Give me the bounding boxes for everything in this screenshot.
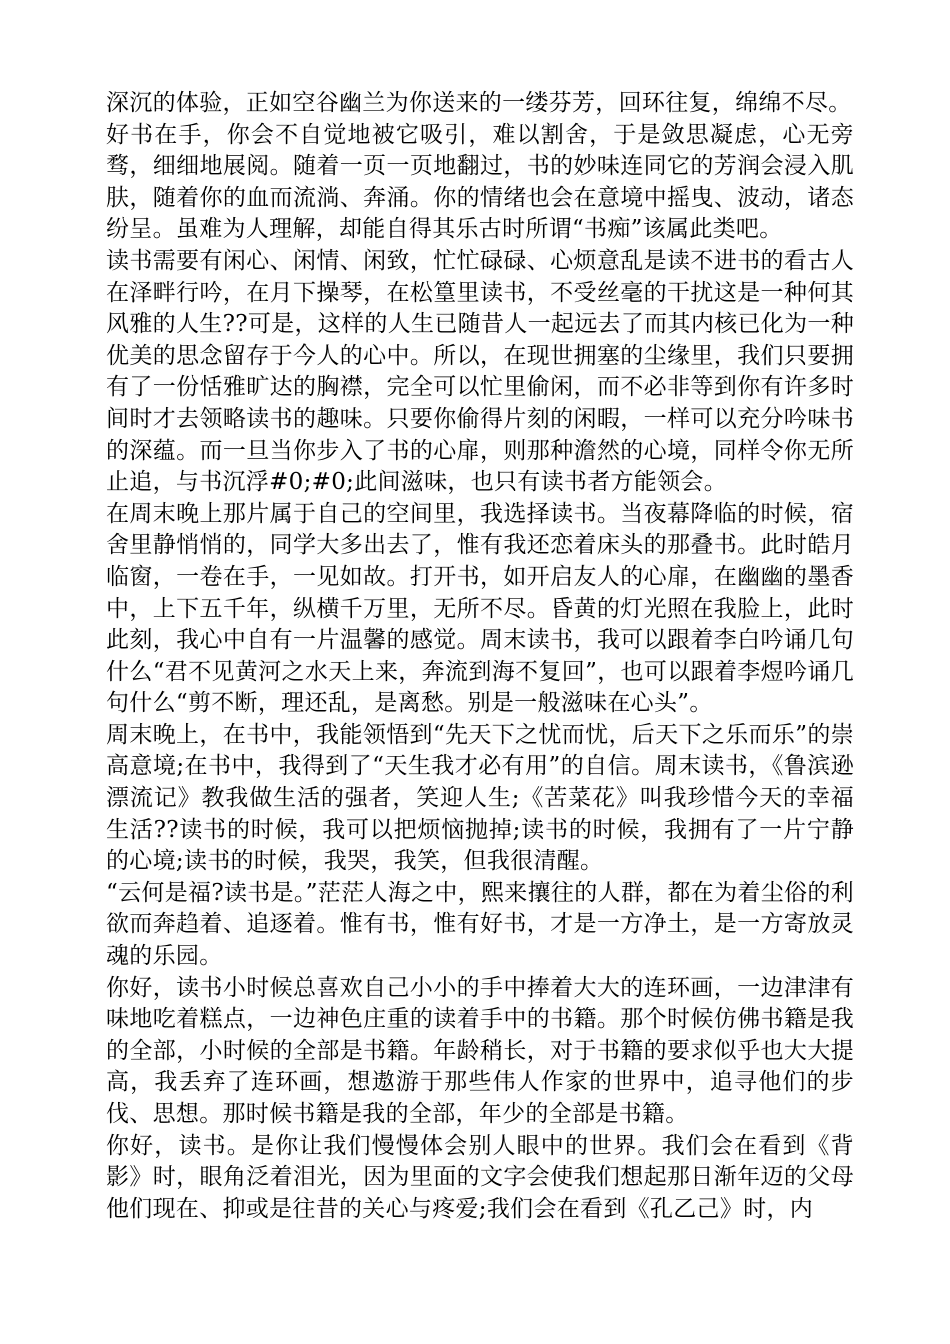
document-page [106, 88, 854, 1225]
paragraph-6: “云何是福?读书是。”茫茫人海之中，熙来攘往的人群，都在为着尘俗的利欲而奔趋着、追逐着。惟有书，惟有好书，才是一方净土，是一方寄放灵魂的乐园。 [106, 879, 854, 970]
paragraph-4: 在周末晚上那片属于自己的空间里，我选择读书。当夜幕降临的时候，宿舍里静悄悄的，同学大多出去了，惟有我还恋着床头的那叠书。此时皓月临窗，一卷在手，一见如故。打开书，如开启友人的心扉，在幽幽的墨香中，上下五千年，纵横千万里，无所不尽。昏黄的灯光照在我脸上，此时此刻，我心中自有一片温馨的感觉。周末读书，我可以跟着李白吟诵几句什么“君不见黄河之水天上来，奔流到海不复回”，也可以跟着李煜吟诵几句什么“剪不断，理还乱，是离愁。别是一般滋味在心头”。 [106, 500, 854, 717]
paragraph-1: 深沉的体验，正如空谷幽兰为你送来的一缕芬芳，回环往复，绵绵不尽。 [106, 90, 852, 116]
paragraph-8: 你好，读书。是你让我们慢慢体会别人眼中的世界。我们会在看到《背影》时，眼角泛着泪光，因为里面的文字会使我们想起那日渐年迈的父母他们现在、抑或是往昔的关心与疼爱;我们会在看到《孔乙己》时，内 [106, 1132, 854, 1222]
paragraph-5: 周末晚上，在书中，我能领悟到“先天下之忧而忧，后天下之乐而乐”的崇高意境;在书中，我得到了“天生我才必有用”的自信。周末读书，《鲁滨逊漂流记》教我做生活的强者，笑迎人生;《苦菜花》叫我珍惜今天的幸福生活??读书的时候，我可以把烦恼抛掉;读书的时候，我拥有了一片宁静的心境;读书的时候，我哭，我笑，但我很清醒。 [106, 721, 854, 875]
paragraph-2: 好书在手，你会不自觉地被它吸引，难以割舍，于是敛思凝虑，心无旁骛，细细地展阅。随着一页一页地翻过，书的妙味连同它的芳润会浸入肌肤，随着你的血而流淌、奔涌。你的情绪也会在意境中摇曳、波动，诸态纷呈。虽难为人理解，却能自得其乐古时所谓“书痴”该属此类吧。 [106, 121, 854, 243]
paragraph-3: 读书需要有闲心、闲情、闲致，忙忙碌碌、心烦意乱是读不进书的看古人在泽畔行吟，在月下操琴，在松篁里读书，不受丝毫的干扰这是一种何其风雅的人生??可是，这样的人生已随昔人一起远去了而其内核已化为一种优美的思念留存于今人的心中。所以，在现世拥塞的尘缘里，我们只要拥有了一份恬雅旷达的胸襟，完全可以忙里偷闲，而不必非等到你有许多时间时才去领略读书的趣味。只要你偷得片刻的闲暇，一样可以充分吟味书的深蕴。而一旦当你步入了书的心扉，则那种澹然的心境，同样令你无所止追，与书沉浮#0;#0;此间滋味，也只有读书者方能领会。 [106, 247, 854, 496]
paragraph-7: 你好，读书小时候总喜欢自己小小的手中捧着大大的连环画，一边津津有味地吃着糕点，一边神色庄重的读着手中的书籍。那个时候仿佛书籍是我的全部，小时候的全部是书籍。年龄稍长，对于书籍的要求似乎也大大提高，我丢弃了连环画，想遨游于那些伟人作家的世界中，追寻他们的步伐、思想。那时候书籍是我的全部，年少的全部是书籍。 [106, 974, 854, 1127]
